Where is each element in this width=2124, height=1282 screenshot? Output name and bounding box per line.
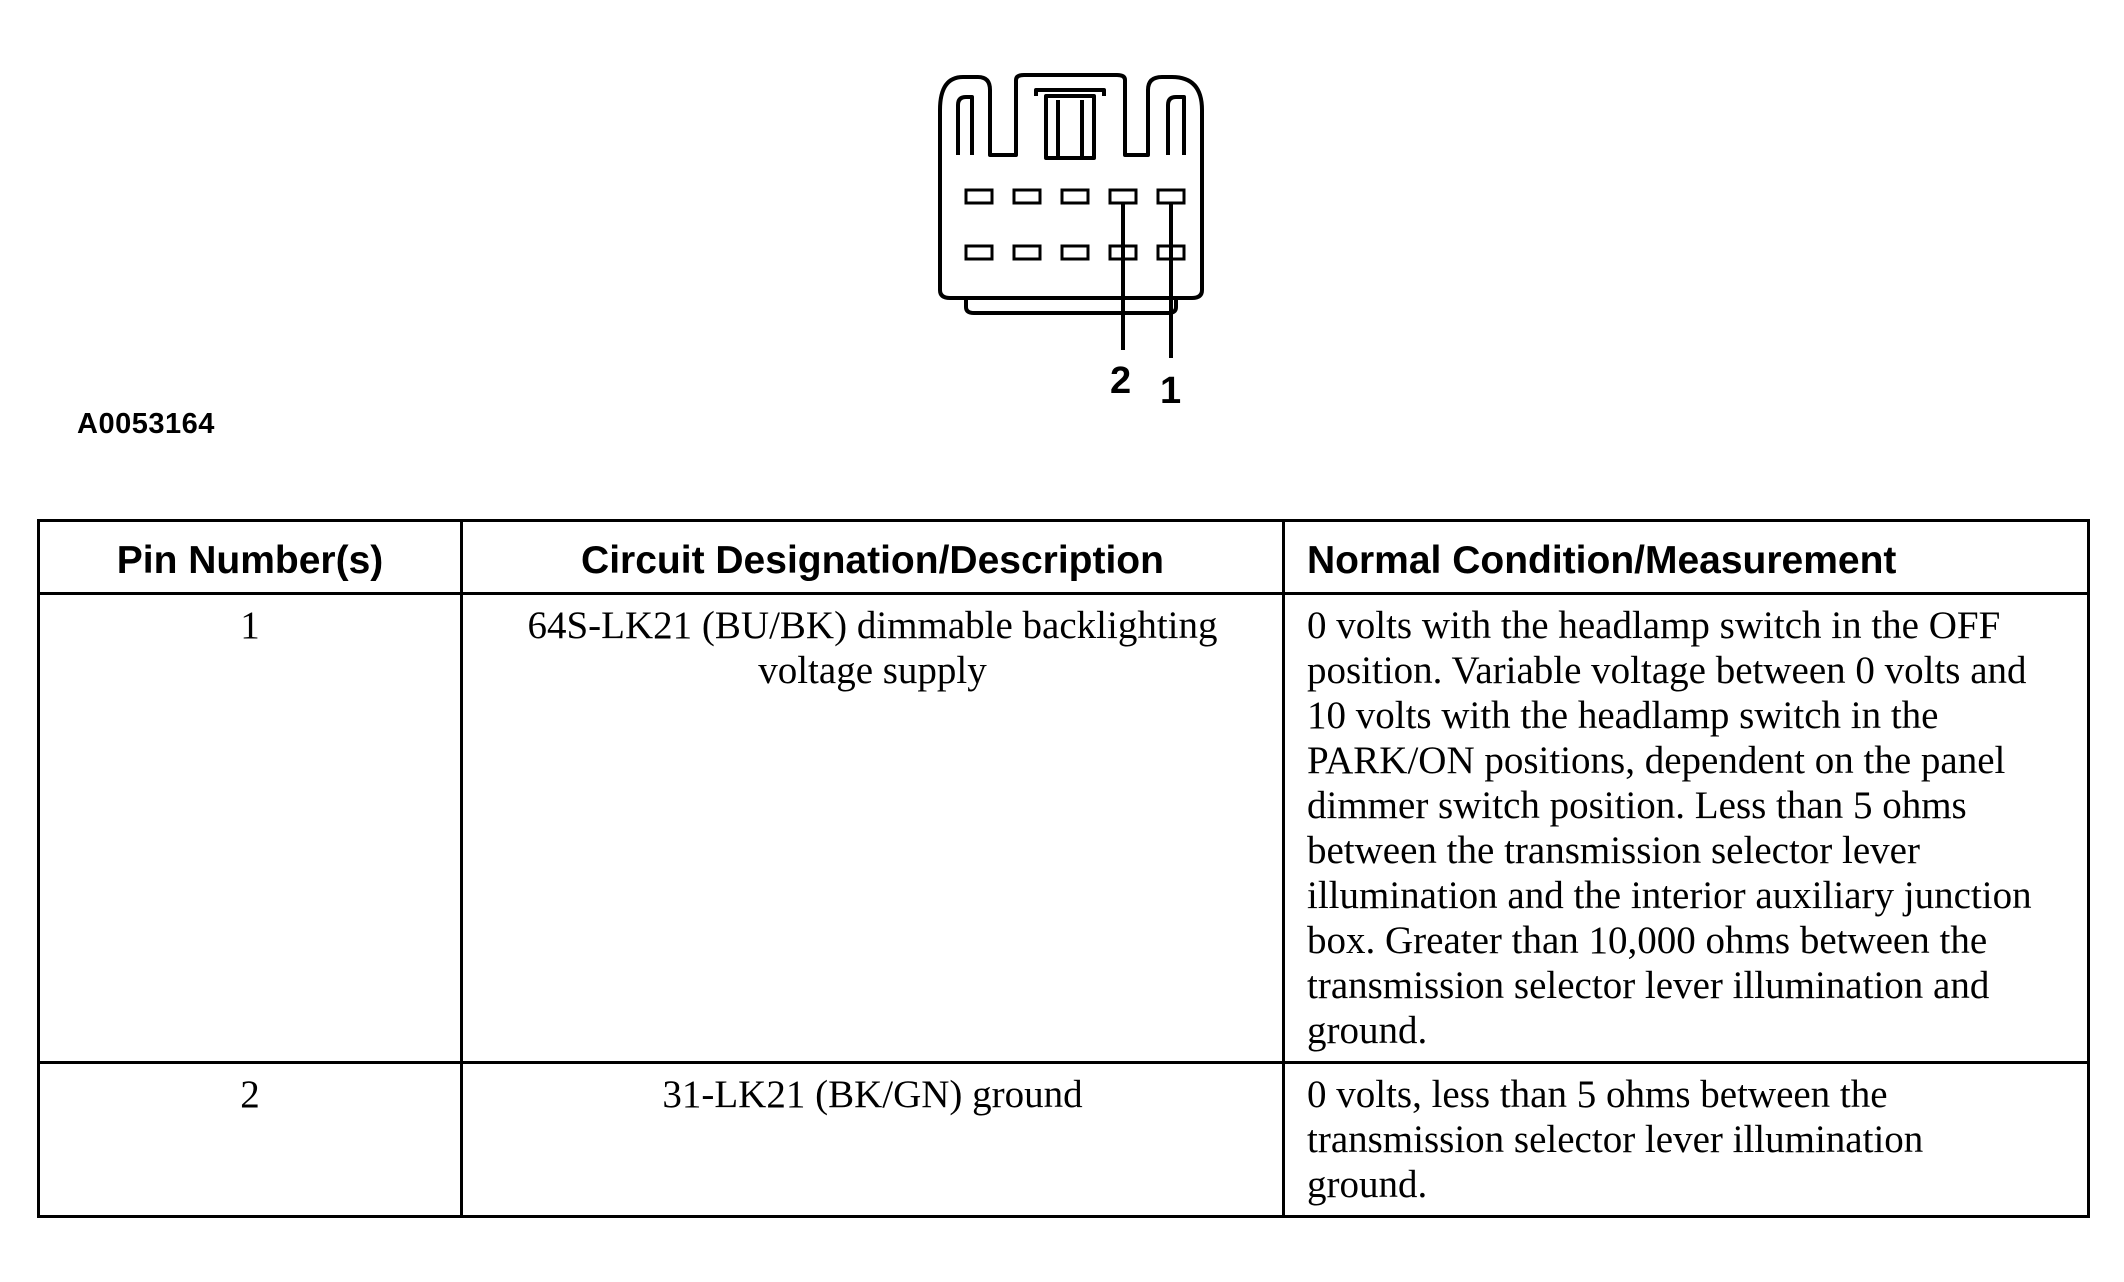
table-header-row: [39, 521, 2089, 594]
pin-1-label: 1: [1160, 370, 1182, 412]
column-header-pin: Pin Number(s): [39, 521, 462, 594]
pin-cavity: [966, 190, 992, 203]
pin-number-cell: 1: [39, 594, 462, 1063]
condition-cell: 0 volts, less than 5 ohms between the transmission selector lever illumination ground.: [1284, 1063, 2089, 1217]
connector-diagram: [900, 60, 1280, 430]
pin-table: [37, 519, 2090, 1218]
pin-cavity: [1014, 190, 1040, 203]
column-header-circuit: Circuit Designation/Description: [462, 521, 1284, 594]
table-row: [39, 1063, 2089, 1217]
pin-number-cell: 2: [39, 1063, 462, 1217]
connector-housing: [940, 75, 1202, 298]
circuit-cell: 31-LK21 (BK/GN) ground: [462, 1063, 1284, 1217]
figure-id: A0053164: [77, 408, 215, 440]
pin-cavity: [1158, 190, 1184, 203]
pin-cavity: [1062, 190, 1088, 203]
pin-cavity: [1062, 246, 1088, 259]
connector-latch: [1046, 96, 1094, 158]
pin-2-label: 2: [1110, 360, 1132, 402]
pin-cavity: [1110, 190, 1136, 203]
condition-cell: 0 volts with the headlamp switch in the OFF position. Variable voltage between 0 volts and 10 volts with the headlamp switch in the PARK/ON positions, dependent on the panel dimmer switch position. Less than 5 ohms between the transmission selector lever illumination and the interior auxiliary junction box. Greater than 10,000 ohms between the transmission selector lever illumination and ground.: [1284, 594, 2089, 1063]
circuit-cell: 64S-LK21 (BU/BK) dimmable backlighting voltage supply: [462, 594, 1284, 1063]
pin-cavity: [1014, 246, 1040, 259]
table-row: [39, 594, 2089, 1063]
pin-cavity: [966, 246, 992, 259]
column-header-condition: Normal Condition/Measurement: [1284, 521, 2089, 594]
